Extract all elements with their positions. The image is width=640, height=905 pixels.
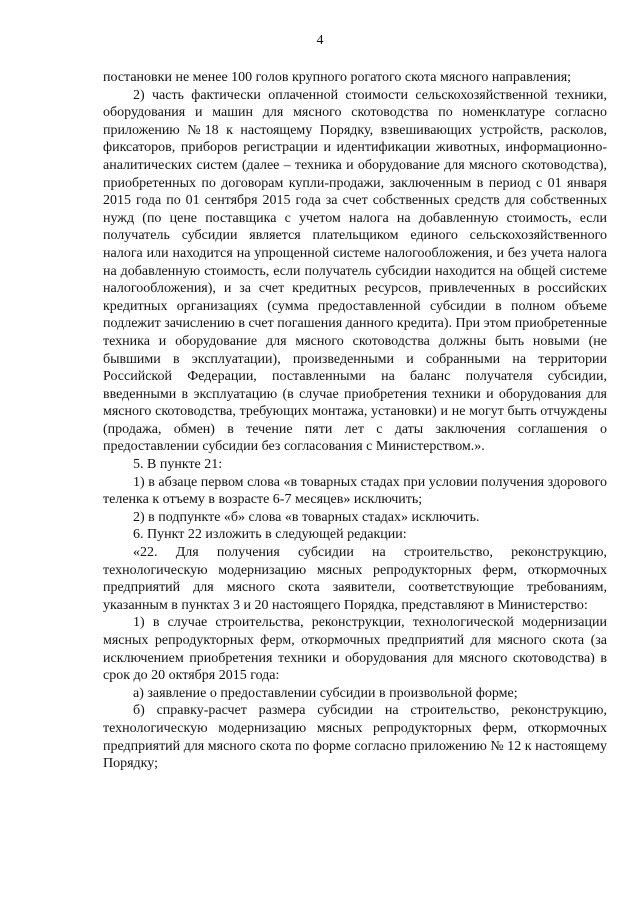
paragraph: б) справку-расчет размера субсидии на строительство, реконструкцию, технологическую модернизацию мясных репродукторных ферм, откормочных предприятий для мясного скота по форме согласно приложению № 12 к настоящему Порядку;: [103, 703, 607, 772]
paragraph: 2) часть фактически оплаченной стоимости сельскохозяйственной техники, оборудования и машин для мясного скотоводства по номенклатуре согласно приложению №18 к настоящему Порядку, взвешивающих устройств, расколов, фиксаторов, приборов регистрации и идентификации животных, информационно-аналитических систем (далее – техника и оборудование для мясного скотоводства), приобретенных по договорам купли-продажи, заключенным в период с 01 января 2015 года по 01 сентября 2015 года за счет собственных средств для собственных нужд (по цене поставщика с учетом налога на добавленную стоимость, если получатель субсидии является плательщиком единого сельскохозяйственного налога или находится на упрощенной системе налогообложения, и без учета налога на добавленную стоимость, если получатель субсидии находится на общей системе налогообложения), и за счет кредитных ресурсов, привлеченных в российских кредитных организациях (сумма предоставленной субсидии в полном объеме подлежит зачислению в счет погашения данного кредита). При этом приобретенные техника и оборудование для мясного скотоводства должны быть новыми (не бывшими в эксплуатации), произведенными и собранными на территории Российской Федерации, поставленными на баланс получателя субсидии, введенными в эксплуатацию (в случае приобретения техники и оборудования для мясного скотоводства, требующих монтажа, установки) и не могут быть отчуждены (продажа, обмен) в течение пяти лет с даты заключения соглашения о предоставлении субсидии без согласования с Министерством.».: [103, 87, 607, 455]
paragraph: постановки не менее 100 голов крупного рогатого скота мясного направления;: [103, 70, 572, 85]
paragraph: 1) в случае строительства, реконструкции, технологической модернизации мясных репродукторных ферм, откормочных предприятий для мясного скота (за исключением приобретения техники и оборудования для мясного скотоводства) в срок до 20 октября 2015 года:: [103, 615, 607, 684]
paragraph: 2) в подпункте «б» слова «в товарных стадах» исключить.: [133, 509, 480, 525]
document-body: [103, 69, 607, 773]
paragraph: 5. В пункте 21:: [133, 457, 223, 473]
paragraph: 1) в абзаце первом слова «в товарных стадах при условии получения здорового теленка к отъему в возрасте 6-7 месяцев» исключить;: [103, 474, 607, 508]
paragraph: 6. Пункт 22 изложить в следующей редакции:: [133, 527, 407, 543]
paragraph: «22. Для получения субсидии на строительство, реконструкцию, технологическую модернизацию мясных репродукторных ферм, откормочных предприятий для мясного скота заявители, соответствующие требованиям, указанным в пунктах 3 и 20 настоящего Порядка, представляют в Министерство:: [103, 545, 607, 613]
page-number: 4: [316, 33, 324, 48]
paragraph: а) заявление о предоставлении субсидии в произвольной форме;: [133, 685, 518, 701]
